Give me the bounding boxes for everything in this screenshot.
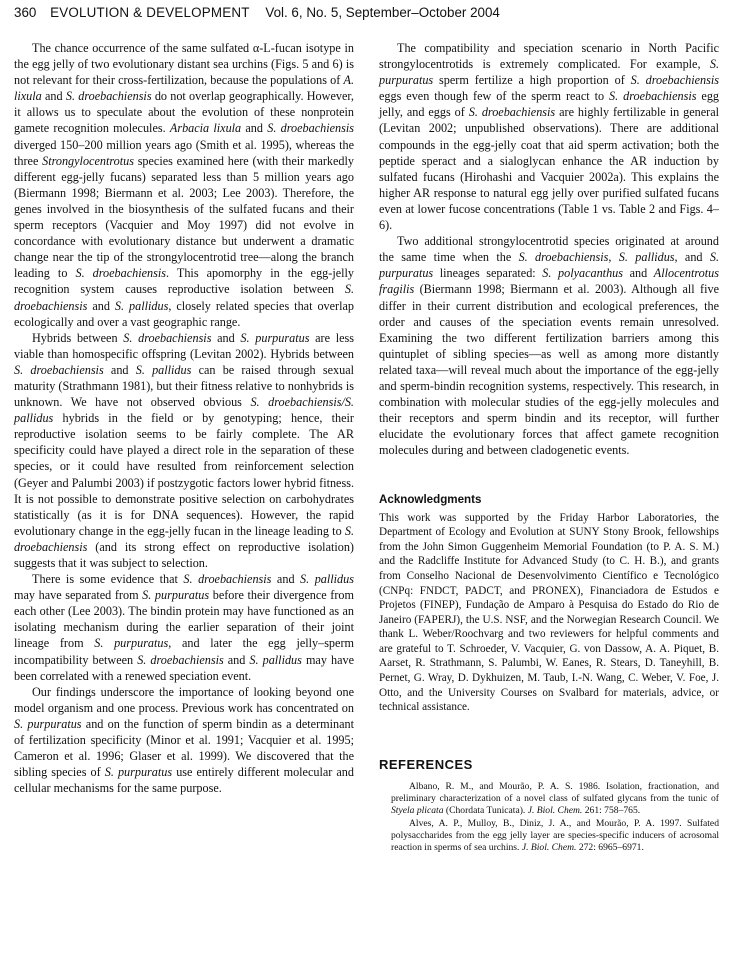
body-paragraph: Our findings underscore the importance of looking beyond one model organism and one process. Previous work has concentrated on S. purpuratus and on the function of sperm bindin as a determinant of fertilization specificity (Minor et al. 1991; Vacquier et al. 1995; Cameron et al. 1996; Glaser et al. 1999). We discovered that the sibling species of S. purpuratus use entirely different molecular and cellular mechanisms for the same purpose.	[14, 684, 355, 796]
body-paragraph: There is some evidence that S. droebachiensis and S. pallidus may have separated from S. purpuratus before their divergence from each other (Lee 2003). The bindin protein may have functioned as an isolating mechanism during the earlier separation of their joint lineage from S. purpuratus, and later the egg jelly–sperm incompatibility between S. droebachiensis and S. pallidus may have been correlated with a renewed speciation event.	[14, 572, 354, 683]
issue-info: Vol. 6, No. 5, September–October 2004	[265, 5, 500, 20]
acknowledgments-heading: Acknowledgments	[379, 493, 482, 507]
journal-title: EVOLUTION & DEVELOPMENT	[50, 5, 250, 20]
reference-item: Alves, A. P., Mulloy, B., Diniz, J. A., and Mourão, P. A. 1997. Sulfated polysaccharides from the egg jelly layer are species-specific inducers of acrosomal reaction in sperms of sea urchins. J. Biol. Chem. 272: 6965–6971.	[391, 817, 719, 853]
reference-item: Albano, R. M., and Mourão, P. A. S. 1986. Isolation, fractionation, and preliminary characterization of a novel class of sulfated glycans from the tunic of Styela plicata (Chordata Tunicata). J. Biol. Chem. 261: 758–765.	[391, 780, 719, 817]
references-heading: REFERENCES	[379, 756, 473, 772]
running-head	[14, 4, 724, 22]
body-paragraph: The chance occurrence of the same sulfated α-L-fucan isotype in the egg jelly of two evolutionary distant sea urchins (Figs. 5 and 6) is not relevant for their cross-fertilization, because the populations of A. lixula and S. droebachiensis do not overlap geographically. However, it allows us to speculate about the evolution of these nonprotein gamete recognition molecules. Arbacia lixula and S. droebachiensis diverged 150–200 million years ago (Smith et al. 1995), whereas the three Strongylocentrotus species examined here (with their markedly different egg-jelly fucans) separated less than 5 million years ago (Biermann 1998; Biermann et al. 2003; Lee 2003). Therefore, the genes involved in the biosynthesis of the sulfated fucans and their sperm receptors (Vacquier and Moy 1997) did not evolve in concordance with evolutionary distance but underwent a dramatic change near the tip of the strongylocentrotid tree—along the branch leading to S. droebachiensis. This apomorphy in the egg-jelly recognition system causes reproductive isolation between S. droebachiensis and S. pallidus, closely related species that overlap ecologically and over a vast geographic range.	[14, 41, 354, 329]
body-paragraph: Two additional strongylocentrotid species originated at around the same time when the S. droebachiensis, S. pallidus, and S. purpuratus lineages separated: S. polyacanthus and Allocentrotus fragilis (Biermann 1998; Biermann et al. 2003). Although all five differ in their current distribution and ecological preferences, the order and causes of the speciation events remain unresolved. Examining the two different fertilization barriers among this quintuplet of sibling species—as well as among more distantly related taxa—will reveal much about the importance of the egg-jelly and sperm-bindin recognition systems, respectively. This research, in combination with molecular studies of the egg-jelly molecules and their receptors and sperm bindin and its receptor, will further elucidate the evolutionary forces that affect gamete recognition molecules during and between cladogenetic events.	[379, 234, 720, 458]
page-number: 360	[14, 5, 37, 20]
left-column	[14, 40, 354, 796]
body-paragraph: The compatibility and speciation scenario in North Pacific strongylocentrotids is extremely complicated. For example, S. purpuratus sperm fertilize a high proportion of S. droebachiensis eggs even though few of the sperm react to S. droebachiensis egg jelly, and eggs of S. droebachiensis are highly fertilizable in general (Levitan 2002; unpublished observations). There are additional compounds in the egg-jelly coat that aid sperm activation; both the peptide speract and a sialoglycan enhance the AR induction by sulfated fucans (Hirohashi and Vacquier 2002a). This explains the higher AR response to natural egg jelly over purified sulfated fucans even at lower fucose concentrations (Table 1 vs. Table 2 and Figs. 4–6).	[379, 41, 720, 233]
acknowledgments-text: This work was supported by the Friday Harbor Laboratories, the Department of Ecology and Evolution at SUNY Stony Brook, fellowships from the John Simon Guggenheim Memorial Foundation (to P. A. S. M.) and the Radcliffe Institute for Advanced Study (to C. H. B.), and grants from Conselho Nacional de Desenvolvimento Científico e Tecnológico (CNPq: FNDCT, PADCT, and PRONEX), Financiadora de Estudos e Projetos (FINEP), Fundação de Amparo à Pesquisa do Estado do Rio de Janeiro (FAPERJ), the U.S. NSF, and the Norwegian Research Council. We thank L. Weber/Roochvarg and two reviewers for helpful comments and are grateful to T. Schroeder, V. Vacquier, G. von Dassow, A. A. Piquet, B. Aarset, R. Strathmann, S. Palumbi, W. Eanes, R. Stears, D. Taneyhill, B. Pernet, G. Wray, D. Dykhuizen, M. Taub, I.-N. Wang, C. Weber, V. Foe, J. Otto, and the University Courses on Svalbard for materials, advice, or technical assistance.	[379, 511, 719, 714]
body-paragraph: Hybrids between S. droebachiensis and S. purpuratus are less viable than homospecific offspring (Levitan 2002). Hybrids between S. droebachiensis and S. pallidus can be raised through sexual maturity (Strathmann 1981), but their fitness relative to nonhybrids is unknown. We have not observed obvious S. droebachiensis/S. pallidus hybrids in the field or by genotyping; hence, their reproductive isolation seems to be fairly complete. The AR specificity could have played a direct role in the separation of these species, or it could have resulted from reinforcement selection (Geyer and Palumbi 2003) if postzygotic factors lower hybrid fitness. It is not possible to demonstrate positive selection on carbohydrates statistically (as it is for DNA sequences). However, the rapid evolutionary change in the egg-jelly fucan in the lineage leading to S. droebachiensis (and its strong effect on reproductive isolation) suggests that it was subject to selection.	[14, 330, 354, 570]
right-column	[379, 40, 719, 854]
